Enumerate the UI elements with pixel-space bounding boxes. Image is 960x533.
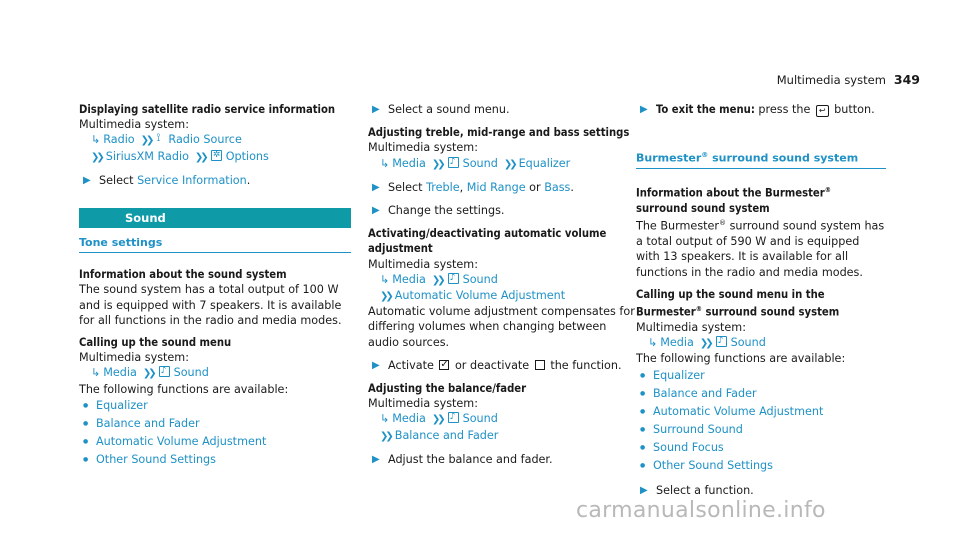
page-number: 349: [893, 72, 920, 87]
nav-sound[interactable]: Sound: [462, 156, 498, 170]
step-adjust-balance: ▶ Adjust the balance and fader.: [368, 452, 638, 467]
heading-adjust-treble: Adjusting treble, mid-range and bass settings: [368, 126, 630, 140]
nav-path-media-sound: [368, 411, 638, 427]
back-button-icon: ↩: [816, 105, 829, 117]
step-triangle-icon: ▶: [372, 359, 380, 371]
double-chevron-icon: ❯❯: [142, 368, 154, 380]
link-service-information[interactable]: Service Information: [137, 173, 247, 187]
nav-sound[interactable]: Sound: [462, 272, 498, 286]
nav-balance-fader[interactable]: Balance and Fader: [394, 428, 499, 442]
double-chevron-icon: ❯❯: [431, 158, 443, 170]
double-chevron-icon: ❯❯: [380, 430, 391, 442]
link-mid-range[interactable]: Mid Range: [466, 180, 526, 194]
section-bar-sound: Sound: [79, 208, 351, 228]
column-1: [79, 102, 351, 469]
subheading-tone-settings: Tone settings: [79, 235, 351, 253]
multimedia-system-label: Multimedia system:: [79, 351, 189, 365]
heading-balance-fader: Adjusting the balance/fader: [368, 382, 527, 396]
list-item[interactable]: ● Other Sound Settings: [79, 451, 351, 469]
nav-path-media-sound: [368, 272, 638, 288]
nav-siriusxm[interactable]: SiriusXM Radio: [105, 149, 189, 163]
double-chevron-icon: ❯❯: [503, 158, 515, 170]
step-triangle-icon: ▶: [640, 484, 648, 496]
antenna-icon: [156, 133, 164, 144]
multimedia-system-label: Multimedia system:: [368, 141, 478, 155]
nav-path-equalizer: [368, 156, 638, 172]
paragraph-sound-info: The sound system has a total output of 100 W and is equipped with 7 speakers. It is available for all functions in the radio and media modes.: [79, 283, 342, 327]
double-chevron-icon: ❯❯: [91, 151, 102, 163]
nav-sound[interactable]: Sound: [462, 412, 498, 426]
step-change-settings: ▶ Change the settings.: [368, 203, 638, 218]
heading-burmester-info: Information about the Burmester® surround sound system: [636, 186, 832, 215]
step-triangle-icon: ▶: [372, 181, 380, 193]
step-select-sound-menu: ▶ Select a sound menu.: [368, 102, 638, 117]
nav-path-media-sound: [79, 365, 351, 381]
page-header: [777, 72, 920, 87]
step-activate-function: ▶ Activate ✓ or deactivate the function.: [368, 358, 638, 373]
multimedia-system-label: Multimedia system:: [368, 257, 478, 271]
heading-info-sound-system: Information about the sound system: [79, 268, 287, 282]
nav-equalizer[interactable]: Equalizer: [518, 156, 571, 170]
column-2: [368, 102, 638, 475]
enter-arrow-icon: ↳: [380, 412, 390, 426]
nav-media[interactable]: Media: [392, 272, 426, 286]
paragraph-burmester-info: The Burmester® surround sound system has a total output of 590 W and is equipped with 13 speakers. It is available for all functions in the radio and media modes.: [636, 219, 885, 279]
music-note-icon: [448, 412, 459, 423]
double-chevron-icon: ❯❯: [380, 291, 391, 303]
list-item[interactable]: ● Balance and Fader: [79, 415, 351, 433]
step-triangle-icon: ▶: [83, 174, 91, 186]
step-select-function: ▶ Select a function.: [636, 483, 886, 498]
enter-arrow-icon: ↳: [380, 156, 390, 170]
nav-auto-volume[interactable]: Automatic Volume Adjustment: [394, 289, 566, 303]
step-triangle-icon: ▶: [640, 104, 648, 115]
nav-radio[interactable]: Radio: [103, 133, 135, 147]
music-note-icon: [448, 157, 459, 168]
list-item[interactable]: ● Surround Sound: [636, 421, 886, 439]
double-chevron-icon: ❯❯: [431, 414, 443, 426]
list-item[interactable]: ● Equalizer: [636, 367, 886, 385]
heading-auto-volume: Activating/deactivating automatic volume adjustment: [368, 227, 607, 256]
nav-radio-source[interactable]: Radio Source: [168, 133, 242, 147]
double-chevron-icon: ❯❯: [140, 135, 152, 147]
music-note-icon: [716, 336, 727, 347]
function-list: [79, 397, 351, 469]
nav-path-balance: [368, 428, 638, 444]
nav-path-avc: [368, 288, 638, 304]
enter-arrow-icon: ↳: [648, 336, 658, 350]
multimedia-system-label: Multimedia system:: [79, 118, 189, 132]
step-select-service-info: ▶ Select Service Information.: [79, 173, 351, 188]
music-note-icon: [448, 273, 459, 284]
checkbox-checked-icon: [439, 360, 449, 370]
multimedia-system-label: Multimedia system:: [368, 397, 478, 411]
watermark: carmanualsonline.info: [576, 498, 826, 523]
heading-calling-sound-menu: Calling up the sound menu: [79, 336, 232, 350]
paragraph-avc-info: Automatic volume adjustment compensates for differing volumes when changing between audio sources.: [368, 305, 635, 349]
link-bass[interactable]: Bass: [544, 180, 571, 194]
step-triangle-icon: ▶: [372, 453, 380, 465]
function-list: [636, 367, 886, 475]
step-triangle-icon: ▶: [372, 104, 380, 115]
nav-path-sirius: [79, 149, 351, 165]
link-treble[interactable]: Treble: [426, 180, 460, 194]
subheading-burmester: Burmester® surround sound system: [636, 148, 886, 169]
enter-arrow-icon: ↳: [380, 272, 390, 286]
double-chevron-icon: ❯❯: [699, 338, 711, 350]
list-item[interactable]: ● Equalizer: [79, 397, 351, 415]
column-3: [636, 102, 886, 506]
nav-media[interactable]: Media: [392, 156, 426, 170]
nav-media[interactable]: Media: [103, 366, 137, 380]
music-note-icon: [159, 366, 170, 377]
nav-sound[interactable]: Sound: [173, 366, 209, 380]
heading-display-satellite: Displaying satellite radio service information: [79, 103, 336, 116]
nav-media[interactable]: Media: [660, 336, 694, 350]
double-chevron-icon: ❯❯: [431, 274, 443, 286]
list-item[interactable]: ● Automatic Volume Adjustment: [79, 433, 351, 451]
nav-path-media-sound: [636, 335, 886, 351]
heading-burmester-call: Calling up the sound menu in the Burmester® surround sound system: [636, 287, 840, 319]
nav-sound[interactable]: Sound: [730, 336, 766, 350]
list-item[interactable]: ● Other Sound Settings: [636, 457, 886, 475]
enter-arrow-icon: ↳: [91, 366, 101, 380]
list-item[interactable]: ● Sound Focus: [636, 439, 886, 457]
list-item[interactable]: ● Balance and Fader: [636, 385, 886, 403]
multimedia-system-label: Multimedia system:: [636, 320, 746, 334]
following-functions-label: The following functions are available:: [636, 352, 846, 366]
checkbox-empty-icon: [535, 360, 545, 370]
nav-options[interactable]: Options: [225, 149, 269, 163]
nav-media[interactable]: Media: [392, 412, 426, 426]
nav-path-radio: [79, 132, 351, 148]
step-triangle-icon: ▶: [372, 205, 380, 217]
gear-icon: [211, 150, 222, 161]
list-item[interactable]: ● Automatic Volume Adjustment: [636, 403, 886, 421]
following-functions-label: The following functions are available:: [79, 382, 289, 396]
enter-arrow-icon: ↳: [91, 133, 101, 147]
step-exit-menu: ▶ To exit the menu: press the ↩ button.: [636, 102, 886, 117]
header-title: Multimedia system: [776, 73, 886, 87]
step-select-treble: ▶ Select Treble, Mid Range or Bass.: [368, 180, 638, 195]
double-chevron-icon: ❯❯: [194, 151, 206, 163]
